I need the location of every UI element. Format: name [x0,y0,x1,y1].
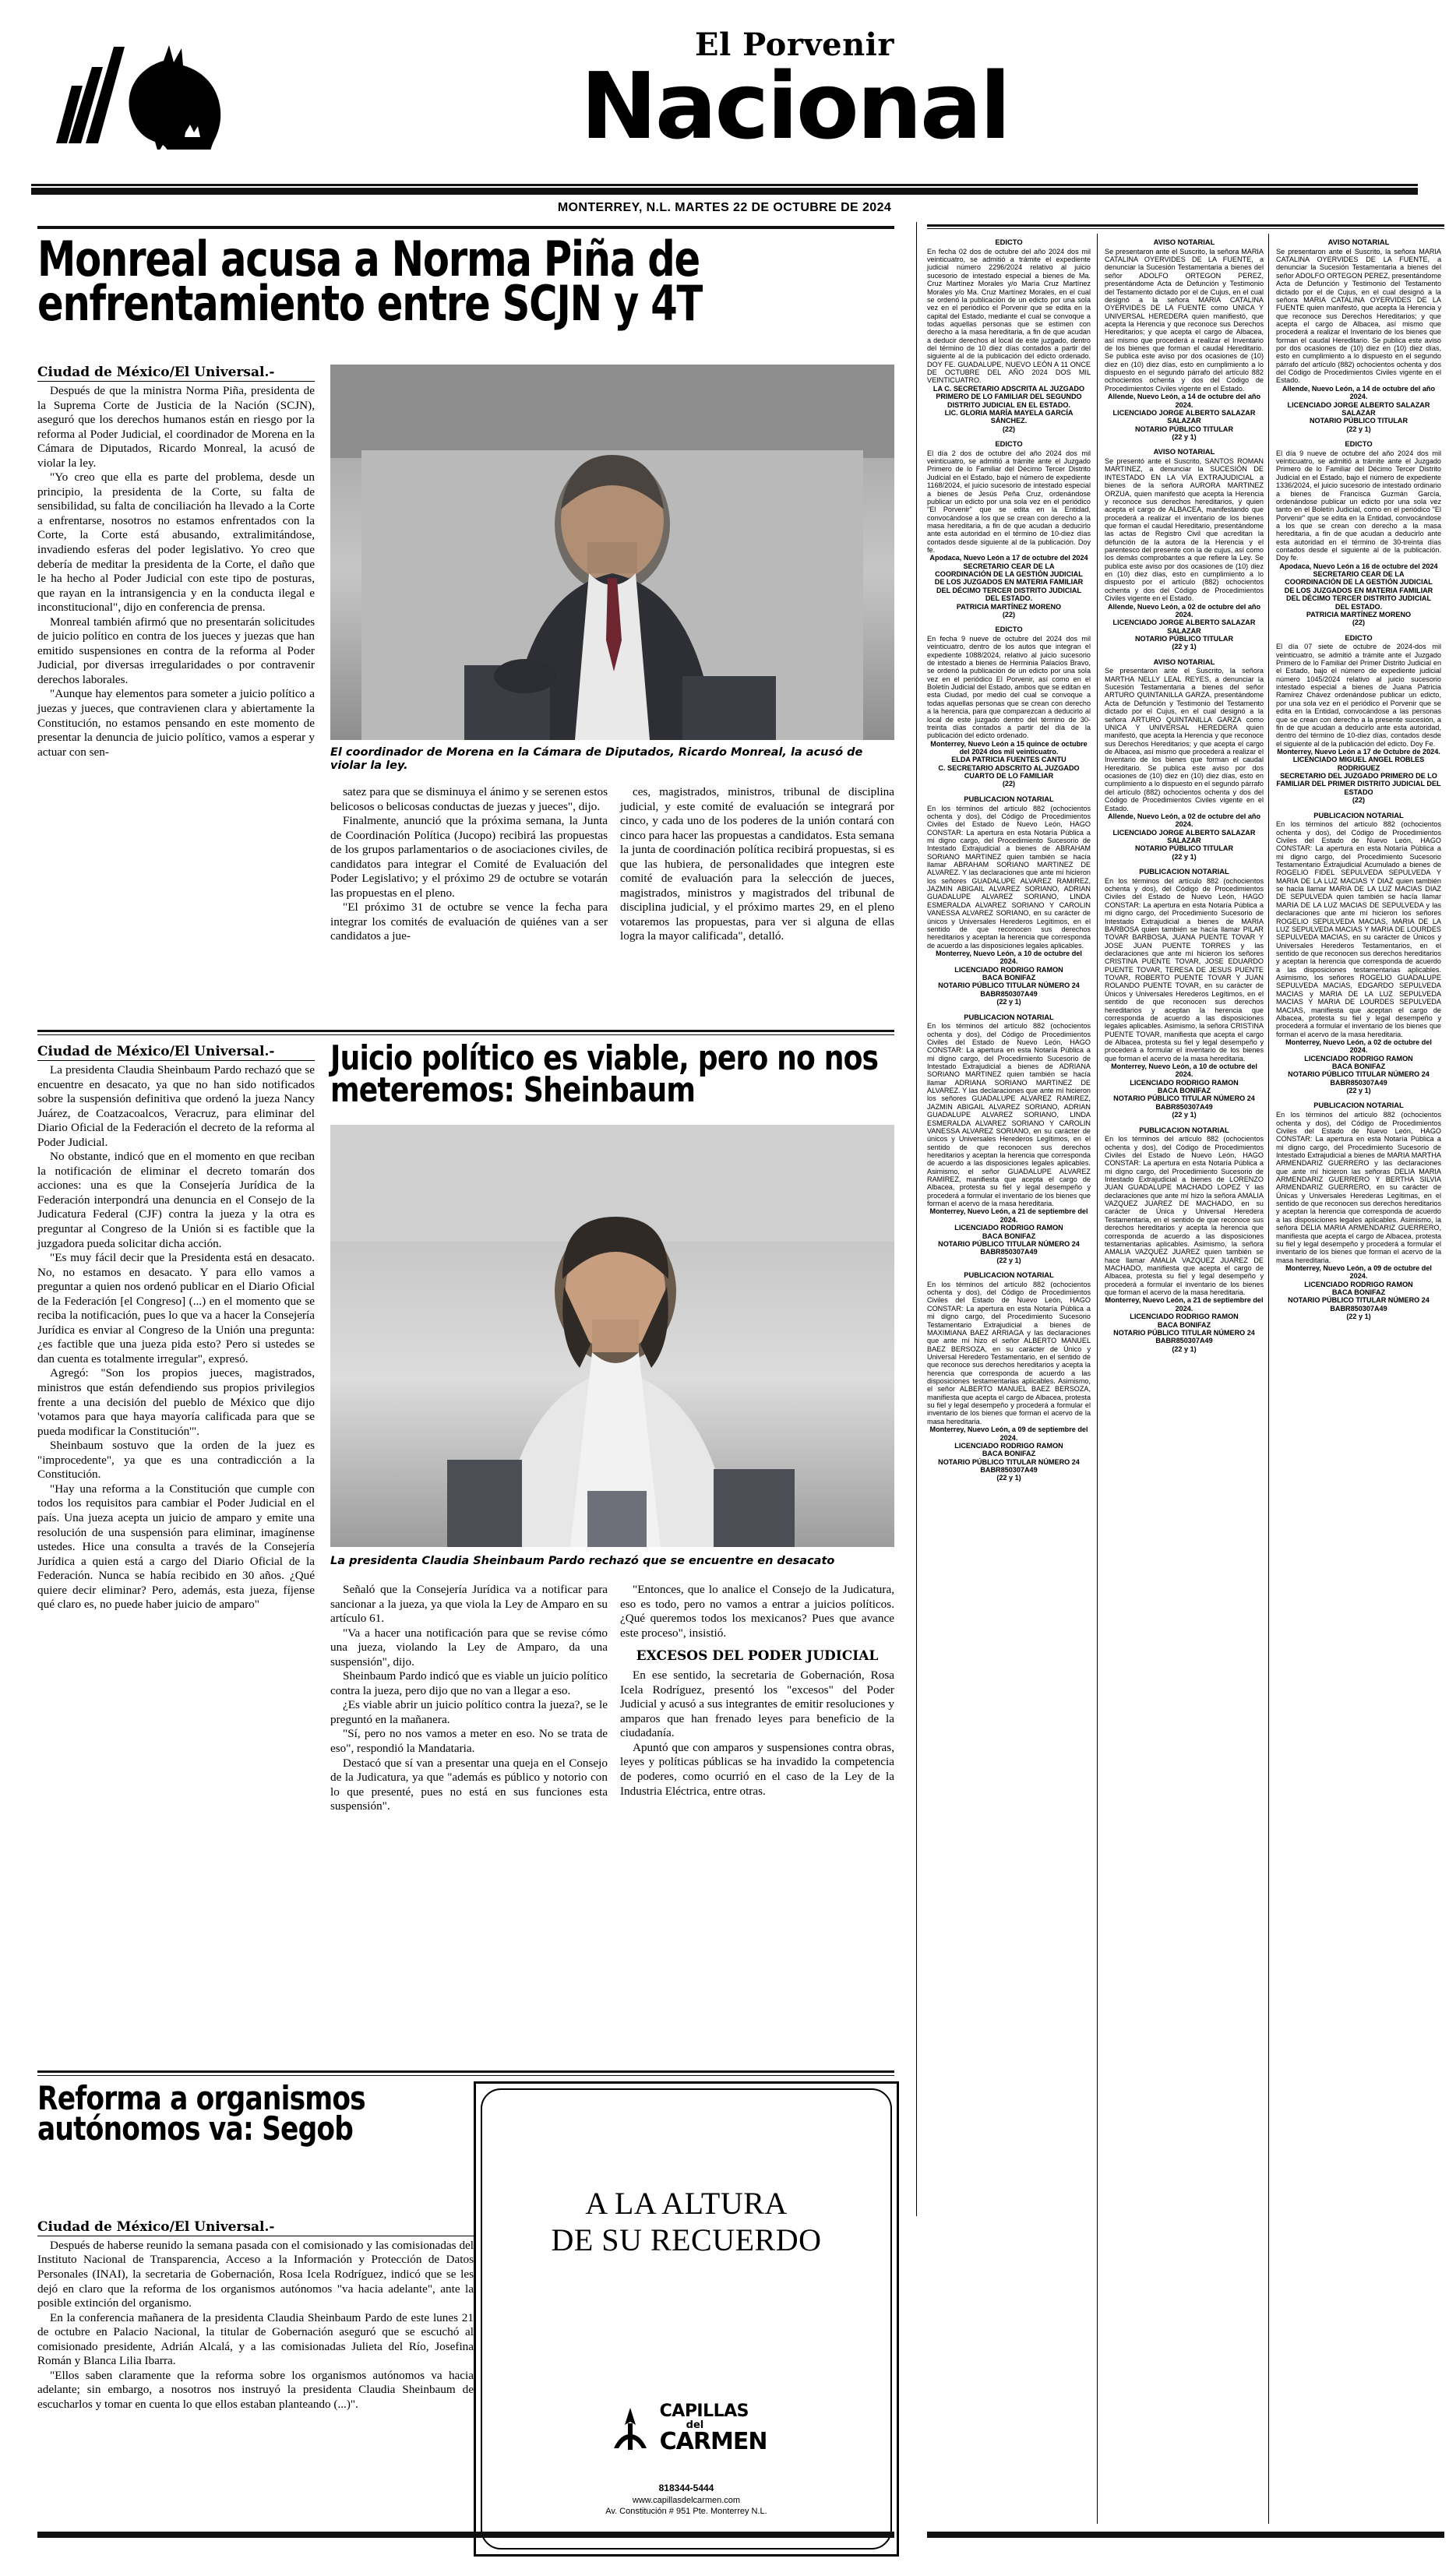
legal-notice-signature-line: SECRETARIO CEAR DE LA [963,562,1055,570]
ad-inner-border [481,2088,892,2550]
legal-notice-title: PUBLICACION NOTARIAL [964,1012,1054,1021]
legal-notice-title: AVISO NOTARIAL [1153,447,1215,456]
legal-notice-signature-line: (22 y 1) [996,1474,1021,1482]
paragraph: Señaló que la Consejería Jurídica va a notificar para sancionar a la jueza, ya que viola la Ley de Amparo en su artículo 61. [330,1583,608,1626]
legal-notice-signature-line: SECRETARIO CEAR DE LA [1313,570,1405,579]
legal-notice-signature-line: (22) [1352,618,1366,627]
paragraph: "Sí, pero no nos vamos a meter en eso. No se trata de eso", respondió la Mandataria. [330,1727,608,1756]
legal-notice-signature-line: BABR850307A49 [1330,1078,1387,1087]
legal-bottom-rule [927,2532,1444,2538]
legal-notice [1276,812,1441,1095]
masthead-rule-top [31,184,1418,186]
paragraph: "El próximo 31 de octubre se vence la fecha para integrar los comités de evaluación de quiénes van a ser candidatos a jue- [330,900,608,943]
masthead-rule-bold [31,188,1418,195]
paragraph: Agregó: "Son los propios jueces, magistrados, ministros que están defendiendo sus propios privilegios frente a una decisión del pueblo de México que dijo 'votamos para que haya mayoría calificada para que se pueda modificar la Constitución'". [37,1366,315,1438]
paragraph: Sheinbaum Pardo indicó que es viable un juicio político contra la jueza, pero dijo que no van a llegar a eso. [330,1669,608,1697]
legal-notice-body: En los términos del artículo 882 (ochocientos ochenta y dos), del Código de Procedimientos Civiles del Estado de Nuevo León, HAGO CONSTAR: La apertura en esta Notaría Pública a mi digno cargo, del Procedimiento Sucesorio de Intestado Extrajudicial a bienes de ADRIANA SORIANO MARTINEZ quien también se hacía llamar ADRIANA SORIANO MARTINEZ DE ALVAREZ. Y las declaraciones que ante mí hicieron los señores GUADALUPE ALVAREZ RAMIREZ, JAZMIN ABIGAIL ALVAREZ SORIANO, ADRIAN GUADALUPE ALVAREZ SORIANO, LINDA ESMERALDA ALVAREZ SORIANO Y CAROLIN VANESSA ALVAREZ SORIANO, en su carácter de únicos y Universales Herederos Legítimos, en el sentido de que reconocen sus derechos hereditarios y aceptan la herencia que corresponda de acuerdo a las disposiciones legales aplicables. Asimismo, el señor GUADALUPE ALVAREZ RAMIREZ, manifiesta que acepta el cargo de Albacea, protesta su fiel y legal desempeño y procederá a formular el inventario de los bienes que forman el acervo de la masa hereditaria. [927,1022,1091,1208]
brand-block [499,26,1091,160]
paragraph: "Va a hacer una notificación para que se revise cómo una jueza, violando la Ley de Amparo, da una suspensión", dijo. [330,1626,608,1669]
legal-notice-signature-line: Monterrey, Nuevo León, a 02 de octubre del 2024. [1285,1038,1432,1055]
second-col-3-text-b [620,1669,894,1799]
legal-notice [1105,448,1264,650]
lead-col-1-text [37,384,315,759]
legal-notice-signature-line: LICENCIADO JORGE ALBERTO SALAZAR [1112,828,1256,837]
legal-notice-signature-line: BACA BONIFAZ [1331,1062,1386,1071]
legal-notice-body: En los términos del artículo 882 (ochocientos ochenta y dos), del Código de Procedimientos Civiles del Estado de Nuevo León, HAGO CONSTAR: La apertura en esta Notaría Pública a mi digno cargo, del Procedimiento Sucesorio de Intestado Extrajudicial a bienes de LORENZO JUAN GUADALUPE MACHADO LOPEZ Y las declaraciones que ante mí hizo la señora AMALIA VAZQUEZ JUAREZ DE MACHADO, en su carácter de Única y Universal Heredera Testamentaria, en el sentido de que reconoce sus derechos hereditarios y acepta la herencia que corresponda de acuerdo a las disposiciones testamentarias aplicables. Asimismo, la señora AMALIA VAZQUEZ JUAREZ quien también se hace llamar AMALIA VAZQUEZ JUAREZ DE MACHADO, manifiesta que acepta el cargo de Albacea, protesta su fiel y legal desempeño y procederá a formular el inventario de los bienes que forman el acervo de la masa hereditaria. [1105,1135,1264,1297]
legal-notice-signature-line: CUARTO DE LO FAMILIAR [964,772,1054,781]
ad-website[interactable]: www.capillasdelcarmen.com [632,2495,741,2505]
legal-notice-title: PUBLICACION NOTARIAL [964,794,1054,803]
third-headline: Reforma a organismos autónomos va: Segob [37,2079,365,2148]
legal-notice-body: En los términos del artículo 882 (ochocientos ochenta y dos), del Código de Procedimientos Civiles del Estado de Nuevo León, HAGO CONSTAR: La apertura en esta Notaría Pública a mi digno cargo, del Procedimiento Sucesorio Testamentario Extrajudicial a bienes de MAXIMIANA BAEZ ARRIAGA y las declaraciones que ante mí hizo el señor ALBERTO MANUEL BAEZ BERSOZA, en su carácter de Único y Universal Heredero Testamentario, en el sentido de que reconoce sus derechos hereditarios y acepta la herencia que corresponda de acuerdo a las disposiciones testamentarias aplicables. Asimismo, el señor ALBERTO MANUEL BAEZ BERSOZA, manifiesta que acepta el cargo de Albacea, protesta su fiel y legal desempeño y procederá a formular el inventario de los bienes que forman el acervo de la masa hereditaria. [927,1280,1091,1425]
ad-logo-bottom: CARMEN [659,2428,767,2455]
legal-notice-signature-line: COORDINACIÓN DE LA GESTIÓN JUDICIAL [1285,578,1433,587]
lead-story [37,226,894,333]
legal-notice-signature-line: (22) [1352,796,1366,805]
legal-notice-signature-line: LIC. GLORIA MARÍA MAYELA GARCÍA [944,408,1074,417]
legal-top-rule-2 [927,228,1444,229]
ad-line-1: A LA ALTURA [585,2186,788,2221]
legal-notice-signature-line: BACA BONIFAZ [982,1232,1036,1240]
legal-notice-body: El día 9 nueve de octubre del año 2024 dos mil veinticuatro, se admitió a trámite ante el Juzgado Primero de lo Familiar del Décimo Tercer Distrito Judicial en el Estado, bajo el número de expediente 1336/2024, el juicio sucesorio de intestado ordinario a bienes de Francisca Guzmán García, ordenándose publicar un edicto por una sola vez tanto en el Boletín Judicial, como en el periódico "El Porvenir" que se edita en la Entidad, convocándose a los que se crean con derecho a la masa hereditaria, a fin de que acudan a deducirlo ante esta autoridad en el término de 30-treinta días contados desde el siguiente al de la publicación. Doy fe. [1276,449,1441,562]
legal-notice-title: EDICTO [1345,439,1373,448]
legal-notice-signature-line: (22 y 1) [1172,432,1197,441]
legal-notice-signature-line: Monterrey, Nuevo León, a 10 de octubre del 2024. [936,949,1082,966]
legal-notice-signature-line: NOTARIO PÚBLICO TITULAR [1134,425,1234,433]
second-col-3-subhead: EXCESOS DEL PODER JUDICIAL [636,1648,879,1665]
second-col-1-text [37,1063,315,1612]
legal-notice-body: En los términos del artículo 882 (ochocientos ochenta y dos), del Código de Procedimientos Civiles del Estado de Nuevo León, HAGO CONSTAR: La apertura en esta Notaría Pública a mi digno cargo, del Procedimiento Sucesorio Testamentario Extrajudicial Acumulado a bienes de ROGELIO FIDEL SEPULVEDA SEPULVEDA Y MARIA DE LA LUZ MACIAS Y DIAZ quien también se hacía llamar MARIA DE LA LUZ MACIAS DIAZ DE SEPULVEDA quien también se hacía llamar MARIA DE LA LUZ MACIAS DE SEPULVEDA y las declaraciones que ante mí hicieron los señores ROGELIO SEPULVEDA MACIAS, MARIA DE LA LUZ SEPULVEDA MACIAS Y MARIA DE LOURDES SEPULVEDA MACIAS, en su carácter de Únicos y Universales Herederos Testamentarios, en el sentido de que reconocen sus derechos hereditarios y aceptan la herencia que corresponda de acuerdo a las disposiciones testamentarias aplicables. Asimismo, los señores ROGELIO GUADALUPE SEPULVEDA MACIAS, EDGARDO SEPULVEDA MACIAS y MARIA DE LA LUZ SEPULVEDA MACIAS Y MARIA DE LOURDES SEPULVEDA MACIAS, manifiesta que aceptan el cargo de Albacea, protesta su fiel y legal desempeño y procederá a formular el inventario de los bienes que forman el acervo de la masa hereditaria. [1276,820,1441,1038]
legal-notice-signature-line: BABR850307A49 [1155,1337,1213,1345]
legal-notice-signature-line: BACA BONIFAZ [1157,1320,1211,1329]
lead-photo-caption: El coordinador de Morena en la Cámara de Diputados, Ricardo Monreal, la acusó de violar la ley. [330,746,863,772]
lead-col-3-text [620,785,894,1019]
legal-notice-signature-line: DISTRITO JUDICIAL EN EL ESTADO. [947,400,1070,409]
lead-bottom-rule [37,1030,894,1032]
legal-notice-signature-line: Monterrey, Nuevo León, a 10 de octubre del 2024. [1111,1062,1257,1079]
ad-logo-mid: del [686,2419,704,2431]
legal-notice-signature-line: NOTARIO PÚBLICO TITULAR [1134,844,1234,853]
legal-notice-signature-line: Monterrey, Nuevo León, a 21 de septiembre del 2024. [1105,1296,1264,1313]
lead-headline: Monreal acusa a Norma Piña de enfrentamiento entre SCJN y 4T [37,231,703,333]
legal-notice-signature-line: (22 y 1) [1346,1087,1371,1095]
legal-notice-signature-line: (22 y 1) [1172,643,1197,651]
dateline: MONTERREY, N.L. MARTES 22 DE OCTUBRE DE 2024 [557,201,892,214]
legal-notice-signature-line: BACA BONIFAZ [1331,1288,1386,1297]
lead-top-rule [37,226,894,229]
legal-notice-signature-line: NOTARIO PÚBLICO TITULAR NÚMERO 24 [938,1239,1080,1248]
legal-notice [1276,634,1441,805]
legal-notice-body: Se presentaron ante el Suscrito, la señora MARIA CATALINA OYERVIDES DE LA FUENTE, a denunciar la Sucesión Testamentaria a bienes del señor ADOLFO ORTEGON PEREZ, presentándome Acta de Defunción y Testimonio del Testamento dictado por el de Cujus, en el cual designó a la señora MARIA CATALINA OYERVIDES DE LA FUENTE como UNICA Y UNIVERSAL HEREDERA quien manifiestó, que acepta la Herencia y que reconoce sus Derechos Hereditarios; y que acepta el cargo de Albacea, así mismo que procederá a realizar el Inventario de los bienes que forman el caudal Hereditario. Se publica este aviso por dos ocasiones de (10) diez en (10) diez días, esto en cumplimiento a lo dispuesto en el segundo párrafo del artículo 882 ochocientos ochenta y dos del Código de Procedimientos Civiles vigente en el Estado. [1105,247,1264,393]
legal-notice-signature-line: DE LOS JUZGADOS EN MATERIA FAMILIAR [934,578,1084,587]
legal-col-2 [1105,234,1264,1360]
legal-notice-signature-line: LICENCIADO RODRIGO RAMON [954,1441,1063,1450]
ad-line-2: DE SU RECUERDO [551,2222,822,2258]
paragraph: "Ellos saben claramente que la reforma sobre los organismos autónomos va hacia adelante; sin embargo, a nosotros nos instruyó la presidenta Claudia Sheinbaum de escucharlos y tomar en cuenta lo que ellos estaban planteando (...)". [37,2368,474,2411]
third-col-text [37,2239,474,2412]
legal-notice-signature-line: LICENCIADO MIGUEL ANGEL ROBLES RODRIGUEZ [1292,756,1425,772]
paragraph: ¿Es viable abrir un juicio político contra la jueza?, se le preguntó en la mañanera. [330,1698,608,1726]
legal-separator-2 [1268,234,1269,2524]
legal-notice-signature-line: NOTARIO PÚBLICO TITULAR NÚMERO 24 [938,981,1080,990]
lead-byline: Ciudad de México/El Universal.- [37,365,315,382]
legal-notice-signature-line: Monterrey, Nuevo León a 15 quince de octubre del 2024 dos mil veinticuatro. [930,739,1088,756]
legal-notice-signature-line: NOTARIO PÚBLICO TITULAR NÚMERO 24 [1113,1328,1255,1337]
legal-notice-title: AVISO NOTARIAL [1153,238,1215,246]
legal-notice-signature-line: Allende, Nuevo León, a 02 de octubre del año 2024. [1107,812,1261,829]
legal-notice-title: EDICTO [1345,633,1373,642]
legal-notice [927,1013,1091,1265]
legal-notice-signature-line: (22) [1002,610,1016,618]
second-headline: Juicio político es viable, pero no nos meteremos: Sheinbaum [330,1038,879,1111]
paragraph: En ese sentido, la secretaria de Gobernación, Rosa Icela Rodríguez, presentó los "excesos" del Poder Judicial y acusó a sus integrantes de emitir resoluciones y amparos que han frenado leyes para beneficio de la ciudadanía. [620,1669,894,1740]
legal-notice-body: En fecha 9 nueve de octubre del 2024 dos mil veinticuatro, dentro de los autos que integran el expediente 1088/2024, relativo al juicio sucesorio de intestado a bienes de Herminia Palacios Bravo, se ordenó la publicación de un edicto por una sola vez en el periódico El Porvenir, así como en el Boletín Judicial del Estado, ambos que se editan en esta Ciudad, por medio del cual se convoque a todas aquellas personas que se crean con derecho a la herencia, para que comparezcan a deducirlo al local de este juzgado dentro del término de 30-treinta días contados a partir del día de la publicación del edicto ordenado. [927,634,1091,740]
legal-notice-body: En fecha 02 dos de octubre del año 2024 dos mil veinticuatro, se admitió a trámite el expediente judicial número 2296/2024 relativo al juicio sucesorio de intestado especial a bienes de Ma. Cruz Martínez Morales y/o María Cruz Martínez Morales y/o Ma. Cruz Martínez Morales, en el cual se ordenó la publicación de un edicto por una sola vez en el periódico el Porvenir que se edita en la capital del Estado, mediante el cual se convoque a todas aquellas personas que se estimen con derecho a la masa hereditaria, a fin de que acudan a deducir derechos al local de este juzgado, dentro del término de 10 diez días contados a partir del siguiente al de la publicación del edicto ordenado. DOY FE. GUADALUPE, NUEVO LEÓN A 11 ONCE DE OCTUBRE DEL AÑO 2024 DOS MIL VEINTICUATRO. [927,247,1091,385]
legal-notice-signature-line: SALAZAR [1167,417,1201,425]
legal-notice-title: PUBLICACION NOTARIAL [1313,1101,1404,1110]
legal-notice-signature-line: NOTARIO PÚBLICO TITULAR NÚMERO 24 [1288,1296,1430,1305]
second-col-3 [620,1583,894,2081]
legal-separator-1 [1097,234,1098,2524]
legal-notice-signature-line: DEL DÉCIMO TERCER DISTRITO JUDICIAL [1285,594,1432,603]
second-story-head [330,1038,894,1111]
legal-notice-body: El día 07 siete de octubre de 2024-dos mil veinticuatro, se admitió a trámite ante el Juzgado Primero de lo Familiar del Primer Distrito Judicial en el Estado, bajo el número de expediente judicial número 1045/2024 relativo al juicio sucesorio intestado especial a bienes de Juana Patricia Ramírez Chávez ordenándose publicar un edicto, por una sola vez en el periódico el Porvenir que se edita en la Entidad, convocándose a las personas que se crean con derecho a la presente sucesión, a fin de que acudan a deducirlo ante esta autoridad, dentro del término de 10-diez días, contados desde el siguiente al de la publicación del edicto. Doy Fe. [1276,643,1441,748]
legal-notice-title: AVISO NOTARIAL [1153,657,1215,666]
legal-notice-body: El día 2 dos de octubre del año 2024 dos mil veinticuatro, se admitió a trámite ante el Juzgado Primero de lo Familiar del Décimo Tercer Distrito Judicial en el Estado, bajo el número de expediente 1168/2024, el juicio sucesorio de intestado especial a bienes de Jesús Peña Cruz, ordenándose publicar un edicto por una sola vez en el periódico "El Porvenir" que se edita en la Entidad, convocándose a los que se crean con derecho a la masa hereditaria, a fin de que acudan a deducirlo ante esta autoridad en el término de 10-diez días contados desde siguiente al de la publicación. Doy fe. [927,449,1091,555]
legal-notice-title: EDICTO [995,238,1023,246]
legal-notice-signature-line: PRIMERO DE LO FAMILIAR DEL SEGUNDO [936,393,1082,401]
legal-notice-title: PUBLICACION NOTARIAL [1313,810,1404,819]
legal-notice-title: AVISO NOTARIAL [1327,238,1390,246]
legal-notice-signature-line: SÁNCHEZ. [990,417,1028,425]
legal-notice [1276,238,1441,433]
legal-notice-title: EDICTO [995,439,1023,448]
second-col-1 [37,1044,315,1612]
ad-phone[interactable]: 818344-5444 [658,2483,714,2493]
legal-notice-signature-line: NOTARIO PÚBLICO TITULAR [1134,634,1234,643]
legal-notice-signature-line: PATRICIA MARTÍNEZ MORENO [956,602,1062,611]
legal-notice-body: Se presentó ante el Suscrito, SANTOS ROMAN MARTINEZ, a denunciar la SUCESIÓN DE INTESTADO EN LA VÍA EXTRAJUDICIAL a bienes de la señora AURORA MARTINEZ ORZUA, quien manifestó que acepta la Herencia y reconoce sus derechos hereditarios, y quien acepta el cargo de ALBACEA, manifestando que procederá a realizar el inventario de los bienes que forman el caudal Hereditario, presentándome las actas de Registro Civil que acreditan la defunción de la autora de la Herencia y el parentesco del presente con la de cujus, así como los demás comprobantes a que refiere la Ley. Se publica este aviso por dos ocasiones de (10) diez en (10) diez días, esto en cumplimiento a lo dispuesto por el artículo (882) ochocientos ochenta y dos del Código de Procedimientos Civiles vigente en el Estado. [1105,457,1264,603]
ad-address: Av. Constitución # 951 Pte. Monterrey N.L. [605,2506,767,2516]
third-byline: Ciudad de México/El Universal.- [37,2219,474,2236]
paragraph: "Yo creo que ella es parte del problema, desde un principio, la presidenta de la Corte, su falta de sensibilidad, su falta de conciliación ha llevado a la Corte a enfrentarse, nosotros no estamos enfrentados con la Corte, la Corte está abusando, extralimitándose, invadiendo esferas del poder legislativo. Yo creo que debería de meditar la presidenta de la Corte, el daño que le ha hecho al Poder Judicial con este tipo de posturas, que rayan en la intransigencia y en la conducta ilegal e inconstitucional", dijo en conferencia de prensa. [37,470,315,615]
paragraph: ces, magistrados, ministros, tribunal de disciplina judicial, y este comité de evaluación se integrará por cinco, y cada uno de los poderes de la unión contará con cinco para hacer las propuestas a candidatos. Esta semana la junta de coordinación política recibirá propuestas, si es que las hubiera, de personalidades que integren este comité de evaluación para la selección de jueces, magistrados, ministros y magistrados del tribunal de disciplina judicial, y el próximo martes 29, en el pleno votaremos las propuestas, para ver si alguna de ellas logra la mayor calificada", detalló. [620,785,894,943]
legal-notice-signature-line: LICENCIADO JORGE ALBERTO SALAZAR [1112,618,1256,627]
page-bottom-rule [37,2532,894,2538]
legal-notice-signature-line: LICENCIADO RODRIGO RAMON [954,1224,1063,1232]
legal-notice-signature-line: PATRICIA MARTÍNEZ MORENO [1306,610,1412,618]
lead-col-1 [37,365,315,759]
legal-notice-signature-line: BABR850307A49 [1330,1304,1387,1313]
legal-notice-signature-line: DEL ESTADO. [1334,602,1383,611]
horse-head-logo [47,41,280,150]
legal-notice [927,625,1091,788]
legal-notice-signature-line: (22 y 1) [996,998,1021,1006]
legal-notice-signature-line: Allende, Nuevo León, a 14 de octubre del año 2024. [1107,393,1261,409]
paragraph: "Entonces, que lo analice el Consejo de la Judicatura, eso es todo, pero no vamos a entrar a juicios políticos. ¿Qué queremos todos los mexicanos? Pues que avance este proceso", insistió. [620,1583,894,1640]
legal-notice [1276,440,1441,627]
legal-notice-signature-line: LICENCIADO RODRIGO RAMON [1130,1078,1239,1087]
brand-top-title: El Porvenir [695,26,894,63]
lead-bottom-rule-2 [37,1034,894,1035]
paragraph: "Es muy fácil decir que la Presidenta está en desacato. No, no estamos en desacato. Y para ello vamos a preguntar a quien nos ordenó publicar en el Diario Oficial de la Federación [el Congreso] (...) en el momento que se reciba la notificación, pues lo que va a hacer la Consejería Jurídica es enviar al Congreso de la Unión una pregunta: ¿es factible que una jueza pida esto? Pero si ustedes se dan cuenta es totalmente irregular", expresó. [37,1251,315,1366]
news-legal-separator [916,222,917,2216]
paragraph: No obstante, indicó que en el momento en que reciban la notificación de eliminar el decreto tomarán dos acciones: una es que la Consejería Jurídica de la Federación interpondrá una denuncia en el Consejo de la Judicatura Federal (CJF) contra la jueza y la otra es preguntar al Congreso de la Unión si es factible que la juzgadora pueda solicitar dicha acción. [37,1150,315,1250]
paragraph: En la conferencia mañanera de la presidenta Claudia Sheinbaum Pardo de este lunes 21 de octubre en Palacio Nacional, la titular de Gobernación aseguró que se escuchó al comisionado presidente, Adrián Alcalá, y a las comisionadas Julieta del Río, Josefina Román y Blanca Lilia Ibarra. [37,2310,474,2368]
legal-notice-signature-line: Monterrey, Nuevo León, a 09 de septiembre del 2024. [929,1425,1088,1442]
legal-notice [1105,1126,1264,1353]
legal-notice-signature-line: LA C. SECRETARIO ADSCRITA AL JUZGADO [933,384,1085,393]
legal-notice-signature-line: BABR850307A49 [1155,1102,1213,1111]
legal-notice-signature-line: BACA BONIFAZ [982,1450,1036,1458]
legal-notice-signature-line: LICENCIADO JORGE ALBERTO SALAZAR [1112,408,1256,417]
legal-notice [1105,238,1264,441]
legal-notice-signature-line: (22 y 1) [1172,852,1197,861]
chapel-icon [606,2405,654,2453]
legal-notice-signature-line: SECRETARIO DEL JUZGADO PRIMERO DE LO FAMILIAR DEL PRIMER DISTRITO JUDICIAL DEL ESTADO [1276,772,1441,796]
legal-notice-signature-line: LICENCIADO RODRIGO RAMON [1304,1054,1413,1062]
legal-notice-signature-line: BABR850307A49 [980,1248,1038,1256]
legal-notice-signature-line: BACA BONIFAZ [982,974,1036,982]
legal-notice-signature-line: BABR850307A49 [980,1465,1038,1474]
legal-notice-signature-line: NOTARIO PÚBLICO TITULAR [1309,417,1408,425]
legal-notice [927,238,1091,433]
legal-notice-signature-line: DEL ESTADO. [985,594,1033,603]
legal-notice-signature-line: COORDINACIÓN DE LA GESTIÓN JUDICIAL [935,570,1083,579]
paragraph: Monreal también afirmó que no presentarán solicitudes de juicio político en contra de los jueces y juezas que han emitido suspensiones en contra de la reforma al Poder Judicial, por diversas irregularidades o por contravenir derechos laborales. [37,615,315,686]
legal-notice-signature-line: LICENCIADO JORGE ALBERTO SALAZAR [1287,400,1430,409]
lead-photo [330,365,894,740]
legal-notice-body: Se presentaron ante el Suscrito, la señora MARIA CATALINA OYERVIDES DE LA FUENTE, a denunciar la Sucesión Testamentaria a bienes del señor ADOLFO ORTEGON PEREZ, presentándome Acta de Defunción y Testimonio del Testamento dictado por el de Cujus, en el cual designó a la señora MARIA CATALINA OYERVIDES DE LA FUENTE quien manifestó, que acepta la Herencia y que reconoce sus Derechos Hereditarios; y que acepta el cargo de Albacea, así mismo que procederá a realizar el Inventario de los bienes que forman el caudal Hereditario. Se publica este aviso por dos ocasiones de (10) diez en (10) diez días, esto en cumplimiento a lo dispuesto en el segundo párrafo del artículo (882) ochocientos ochenta y dos del Código de Procedimientos Civiles vigente en el Estado. [1276,247,1441,385]
legal-notice-signature-line: (22 y 1) [1346,1313,1371,1321]
legal-notice-signature-line: Apodaca, Nuevo León a 17 de octubre del 2024 [929,554,1088,562]
masthead [0,0,1449,204]
legal-notice-signature-line: LICENCIADO RODRIGO RAMON [1304,1280,1413,1288]
paragraph: Después de que la ministra Norma Piña, presidenta de la Suprema Corte de Justicia de la Nación (SCJN), aseguró que los derechos humanos están en riesgo por la reforma al Poder Judicial, el coordinador de Morena en la Cámara de Diputados, Ricardo Monreal, la acusó de violar la ley. [37,384,315,470]
legal-notice-title: EDICTO [995,625,1023,634]
legal-notice [927,440,1091,618]
second-col-3-text-a [620,1583,894,1640]
legal-notice-signature-line: Apodaca, Nuevo León a 16 de octubre del 2024 [1279,562,1438,570]
lead-col-2-text [330,785,608,1019]
legal-notice-signature-line: (22 y 1) [996,1256,1021,1264]
legal-notice [927,1271,1091,1482]
legal-notice-body: En los términos del artículo 882 (ochocientos ochenta y dos), del Código de Procedimientos Civiles del Estado de Nuevo León, HAGO CONSTAR: La apertura en esta Notaría Pública a mi digno cargo, del Procedimiento Sucesorio de Intestado Extrajudicial a bienes de ABRAHAM SORIANO MARTINEZ quien también se hacía llamar ABRAHAM SORIANO MARTINEZ DE ALVAREZ. Y las declaraciones que ante mí hicieron los señores GUADALUPE ALVAREZ RAMIREZ, JAZMIN ABIGAIL ALVAREZ SORIANO, ADRIAN GUADALUPE ALVAREZ SORIANO, LINDA ESMERALDA ALVAREZ SORIANO Y CAROLIN VANESSA ALVAREZ SORIANO, en su carácter de únicos y Universales Herederos Legítimos, en el sentido de que reconocen sus derechos hereditarios y aceptan la herencia que corresponda de acuerdo a las disposiciones legales aplicables. [927,804,1091,950]
legal-notice-signature-line: SALAZAR [1167,836,1201,844]
paragraph: satez para que se disminuya el ánimo y se serenen estos belicosos o belicosas conductas de juezas y jueces", dijo. [330,785,608,813]
legal-notice [927,795,1091,1006]
legal-notice [1105,658,1264,861]
ad-logo-top: CAPILLAS [659,2402,749,2421]
legal-notice-signature-line: Monterrey, Nuevo León, a 09 de octubre del 2024. [1285,1264,1432,1281]
legal-notice-signature-line: ELDA PATRICIA FUENTES CANTU [951,756,1066,764]
legal-notice-title: PUBLICACION NOTARIAL [1139,867,1229,876]
paragraph: Destacó que sí van a presentar una queja en el Consejo de la Judicatura, ya que "además es público y notorio con lo que presenté, pues no está en sus funciones esta suspensión". [330,1756,608,1813]
legal-notice [1105,868,1264,1119]
paragraph: "Aunque hay elementos para someter a juicio político a juezas y jueces, que contravienen clara y abiertamente la Constitución, no estamos pensando en este momento de presentar la denuncia de juicio político, vamos a esperar y actuar con sen- [37,687,315,759]
legal-notice-signature-line: BACA BONIFAZ [1157,1087,1211,1095]
paragraph: Apuntó que con amparos y suspensiones contra obras, leyes y políticas públicas se ha invadido la competencia de poderes, como ocurrió en el caso de la Ley de la Industria Eléctrica, entre otras. [620,1740,894,1798]
second-photo-caption: La presidenta Claudia Sheinbaum Pardo rechazó que se encuentre en desacato [330,1555,835,1567]
legal-col-3 [1276,234,1441,1328]
second-byline: Ciudad de México/El Universal.- [37,1044,315,1061]
legal-notice-body: Se presentaron ante el Suscrito, la señora MARTHA NELLY LEAL REYES, a denunciar la Sucesión Testamentaria a bienes del señor ARTURO QUINTANILLA GARZA, presentándome Acta de Defunción y Testimonio del Testamento dictado por el Cujus, en el cual designó a la señora ARTURO QUINTANILLA GARZA como UNICA Y UNIVERSAL HEREDERA quien manifestó, que acepta la Herencia y que reconoce sus Derechos Hereditarios; y que acepta el cargo de Albacea, así mismo que procederá a realizar el Inventario de los bienes que forman el caudal Hereditario. Se publica este aviso por dos ocasiones de (10) diez en (10) diez días, esto en cumplimiento a lo dispuesto en el segundo párrafo del artículo (882) ochocientos ochenta y dos del Código de Procedimientos Civiles vigente en el Estado. [1105,667,1264,812]
paragraph: Después de haberse reunido la semana pasada con el comisionado y las comisionadas del Instituto Nacional de Transparencia, Acceso a la Información y Protección de Datos Personales (INAI), la secretaria de Gobernación, Rosa Icela Rodríguez, indicó que se les dejó en claro que la reforma de los organismos autónomos "va hacia adelante", ante la posible extinción del organismo. [37,2238,474,2310]
legal-notice-signature-line: (22 y 1) [1346,425,1371,433]
legal-notice-signature-line: LICENCIADO RODRIGO RAMON [954,965,1063,974]
legal-notice-signature-line: Monterrey, Nuevo León, a 21 de septiembre del 2024. [929,1207,1088,1224]
legal-notice-signature-line: NOTARIO PÚBLICO TITULAR NÚMERO 24 [1113,1094,1255,1103]
legal-notice-body: En los términos del artículo 882 (ochocientos ochenta y dos), del Código de Procedimientos Civiles del Estado de Nuevo León, HAGO CONSTAR: La apertura en esta Notaría Pública a mi digno cargo, del Procedimiento Sucesorio de Intestado Extrajudicial a bienes de MARIA BARBOSA quien también se hacía llamar PILAR TOVAR BARBOSA, JUANA PUENTE TOVAR Y JOSE JUAN PUENTE TORRES y las declaraciones que ante mí hicieron los señores CRISTINA PUENTE TOVAR, JOSE EDUARDO PUENTE TOVAR, TERESA DE JESUS PUENTE TOVAR, ROBERTO PUENTE TOVAR Y JUAN ROLANDO PUENTE TOVAR, en su carácter de Únicos y Universales Herederos Legítimos, en el sentido de que reconocen sus derechos hereditarios y aceptan la herencia que corresponda de acuerdo a las disposiciones legales aplicables. Asimismo, la señora CRISTINA PUENTE TOVAR, manifiesta que acepta el cargo de Albacea, protesta su fiel y legal desempeño y procederá a formular el inventario de los bienes que forman el acervo de la masa hereditaria. [1105,876,1264,1062]
third-story [37,2079,474,2412]
second-bottom-rule [37,2070,894,2073]
second-bottom-rule-2 [37,2075,894,2076]
paragraph: "Hay una reforma a la Constitución que cumple con todos los requisitos para cambiar el Poder Judicial en el país. Una jueza acepta un juicio de amparo y emite una resolución de una suspensión para eliminar, imagínense ustedes. Hice una consulta a través de la Consejería Jurídica a quien está a cargo del Diario Oficial de la Federación. Nunca se había recibido en 30 años. ¿Qué quiere decir eliminar? Pero, además, esta jueza, fíjense qué claro es, no puede haber juicio de amparo" [37,1482,315,1612]
legal-notice-title: PUBLICACION NOTARIAL [964,1270,1054,1279]
legal-notice-signature-line: DEL DÉCIMO TERCER DISTRITO JUDICIAL [936,586,1082,594]
advertisement[interactable] [474,2081,899,2557]
legal-notice-title: PUBLICACION NOTARIAL [1139,1125,1229,1134]
second-col-2-text [330,1583,608,2081]
legal-notice-signature-line: NOTARIO PÚBLICO TITULAR NÚMERO 24 [938,1457,1080,1466]
legal-notice-signature-line: (22) [1002,780,1016,788]
legal-notice-signature-line: SALAZAR [1341,408,1376,417]
legal-notice-signature-line: Monterrey, Nuevo León a 17 de Octubre de 2024. [1277,748,1440,756]
paragraph: La presidenta Claudia Sheinbaum Pardo rechazó que se encuentre en desacato, ya que no han sido notificados sobre la suspensión definitiva que ordenó la jueza Nancy Juárez, de Coatzacoalcos, Veracruz, para eliminar del Diario Oficial de la Federación el decreto de la reforma al Poder Judicial. [37,1063,315,1149]
legal-notice-signature-line: C. SECRETARIO ADSCRITO AL JUZGADO [938,763,1080,772]
paragraph: Sheinbaum sostuvo que la orden de la juez es "improcedente", ya que es una contradicción a la Constitución. [37,1439,315,1482]
legal-col-1 [927,234,1091,1489]
legal-notice-signature-line: (22) [1002,425,1016,433]
legal-notice-signature-line: Allende, Nuevo León, a 02 de octubre del año 2024. [1107,602,1261,618]
legal-notice-signature-line: NOTARIO PÚBLICO TITULAR NÚMERO 24 [1288,1070,1430,1079]
legal-notice-signature-line: (22 y 1) [1172,1344,1197,1353]
legal-notice-signature-line: DE LOS JUZGADOS EN MATERIA FAMILIAR [1284,586,1433,594]
brand-main-title: Nacional [580,52,1009,160]
second-photo [330,1125,894,1547]
legal-notice-body: En los términos del artículo 882 (ochocientos ochenta y dos), del Código de Procedimientos Civiles del Estado de Nuevo León, HAGO CONSTAR: La apertura en esta Notaría Pública a mi digno cargo, del Procedimiento Sucesorio de Intestado Extrajudicial a bienes de MARIA MARTHA ARMENDARIZ GUERRERO y las declaraciones que ante mí hicieron las señoras DELIA MARIA ARMENDARIZ GUERRERO Y BERTHA SILVIA ARMENDARIZ GUERRERO, en su carácter de Únicas y Universales Herederas Legítimas, en el sentido de que reconocen sus derechos hereditarios y aceptan la herencia que corresponda de acuerdo a las disposiciones legales aplicables. Asimismo, la señora DELIA MARIA ARMENDARIZ GUERRERO, manifiesta que acepta el cargo de Albacea, protesta su fiel y legal desempeño y procederá a formular el inventario de los bienes que forman el acervo de la masa hereditaria. [1276,1111,1441,1264]
legal-top-rule [927,224,1444,227]
legal-notice-signature-line: BABR850307A49 [980,989,1038,998]
legal-notice-signature-line: (22 y 1) [1172,1111,1197,1119]
legal-notice [1276,1101,1441,1320]
legal-notice-signature-line: Allende, Nuevo León, a 14 de octubre del año 2024. [1282,384,1436,401]
legal-notice-signature-line: SALAZAR [1167,626,1201,635]
legal-notice-signature-line: LICENCIADO RODRIGO RAMON [1130,1313,1239,1321]
paragraph: Finalmente, anunció que la próxima semana, la Junta de Coordinación Política (Jucopo) recibirá las propuestas de los grupos parlamentarios o de asociaciones civiles, de candidatos para integrar el Comité de Evaluación del Poder Legislativo; y el próximo 29 de octubre se votarán las propuestas en el pleno. [330,814,608,900]
